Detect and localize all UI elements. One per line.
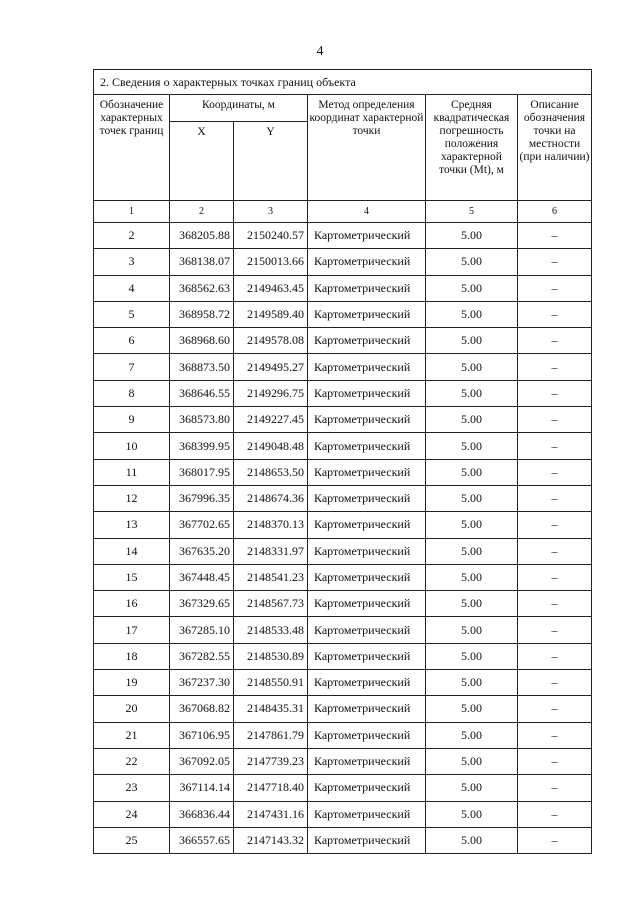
x-coordinate-cell: 368573.80	[170, 407, 234, 433]
method-cell: Картометрический	[308, 380, 426, 406]
description-cell: –	[518, 748, 592, 774]
header-y: Y	[234, 122, 308, 201]
method-cell: Картометрический	[308, 301, 426, 327]
description-cell: –	[518, 801, 592, 827]
description-cell: –	[518, 512, 592, 538]
y-coordinate-cell: 2149048.48	[234, 433, 308, 459]
y-coordinate-cell: 2150013.66	[234, 249, 308, 275]
table-row	[94, 564, 592, 590]
description-cell: –	[518, 617, 592, 643]
point-id-cell: 8	[94, 380, 170, 406]
table-row	[94, 512, 592, 538]
method-cell: Картометрический	[308, 249, 426, 275]
header-point: Обозначение характерных точек границ	[94, 95, 170, 201]
point-id-cell: 15	[94, 564, 170, 590]
method-cell: Картометрический	[308, 538, 426, 564]
y-coordinate-cell: 2148541.23	[234, 564, 308, 590]
point-id-cell: 7	[94, 354, 170, 380]
description-cell: –	[518, 775, 592, 801]
accuracy-cell: 5.00	[426, 564, 518, 590]
x-coordinate-cell: 367635.20	[170, 538, 234, 564]
table-body	[94, 223, 592, 854]
accuracy-cell: 5.00	[426, 538, 518, 564]
y-coordinate-cell: 2149578.08	[234, 328, 308, 354]
accuracy-cell: 5.00	[426, 459, 518, 485]
table-row	[94, 538, 592, 564]
method-cell: Картометрический	[308, 407, 426, 433]
x-coordinate-cell: 367285.10	[170, 617, 234, 643]
x-coordinate-cell: 368017.95	[170, 459, 234, 485]
table-row	[94, 617, 592, 643]
x-coordinate-cell: 368958.72	[170, 301, 234, 327]
y-coordinate-cell: 2147143.32	[234, 827, 308, 853]
accuracy-cell: 5.00	[426, 617, 518, 643]
y-coordinate-cell: 2148653.50	[234, 459, 308, 485]
column-number: 5	[426, 201, 518, 223]
method-cell: Картометрический	[308, 696, 426, 722]
column-number: 1	[94, 201, 170, 223]
accuracy-cell: 5.00	[426, 696, 518, 722]
table-row	[94, 301, 592, 327]
method-cell: Картометрический	[308, 670, 426, 696]
table-row	[94, 433, 592, 459]
point-id-cell: 20	[94, 696, 170, 722]
point-id-cell: 21	[94, 722, 170, 748]
accuracy-cell: 5.00	[426, 328, 518, 354]
description-cell: –	[518, 564, 592, 590]
method-cell: Картометрический	[308, 827, 426, 853]
x-coordinate-cell: 366557.65	[170, 827, 234, 853]
table-row	[94, 775, 592, 801]
table-row	[94, 459, 592, 485]
x-coordinate-cell: 368968.60	[170, 328, 234, 354]
table-row	[94, 696, 592, 722]
method-cell: Картометрический	[308, 617, 426, 643]
y-coordinate-cell: 2148435.31	[234, 696, 308, 722]
method-cell: Картометрический	[308, 643, 426, 669]
point-id-cell: 22	[94, 748, 170, 774]
table-row	[94, 801, 592, 827]
y-coordinate-cell: 2148370.13	[234, 512, 308, 538]
y-coordinate-cell: 2147431.16	[234, 801, 308, 827]
y-coordinate-cell: 2150240.57	[234, 223, 308, 249]
method-cell: Картометрический	[308, 591, 426, 617]
accuracy-cell: 5.00	[426, 249, 518, 275]
description-cell: –	[518, 485, 592, 511]
accuracy-cell: 5.00	[426, 801, 518, 827]
table-row	[94, 827, 592, 853]
point-id-cell: 6	[94, 328, 170, 354]
point-id-cell: 25	[94, 827, 170, 853]
point-id-cell: 9	[94, 407, 170, 433]
accuracy-cell: 5.00	[426, 354, 518, 380]
description-cell: –	[518, 275, 592, 301]
accuracy-cell: 5.00	[426, 748, 518, 774]
header-x: X	[170, 122, 234, 201]
description-cell: –	[518, 670, 592, 696]
point-id-cell: 24	[94, 801, 170, 827]
point-id-cell: 23	[94, 775, 170, 801]
table-row	[94, 485, 592, 511]
accuracy-cell: 5.00	[426, 223, 518, 249]
accuracy-cell: 5.00	[426, 380, 518, 406]
point-id-cell: 11	[94, 459, 170, 485]
accuracy-cell: 5.00	[426, 301, 518, 327]
x-coordinate-cell: 366836.44	[170, 801, 234, 827]
x-coordinate-cell: 367702.65	[170, 512, 234, 538]
accuracy-cell: 5.00	[426, 275, 518, 301]
accuracy-cell: 5.00	[426, 643, 518, 669]
description-cell: –	[518, 223, 592, 249]
table-row	[94, 223, 592, 249]
point-id-cell: 17	[94, 617, 170, 643]
description-cell: –	[518, 827, 592, 853]
point-id-cell: 3	[94, 249, 170, 275]
description-cell: –	[518, 433, 592, 459]
point-id-cell: 18	[94, 643, 170, 669]
accuracy-cell: 5.00	[426, 433, 518, 459]
point-id-cell: 5	[94, 301, 170, 327]
description-cell: –	[518, 696, 592, 722]
y-coordinate-cell: 2149589.40	[234, 301, 308, 327]
boundary-points-table	[93, 69, 592, 854]
x-coordinate-cell: 368873.50	[170, 354, 234, 380]
table-row	[94, 670, 592, 696]
page-number: 4	[316, 44, 324, 59]
y-coordinate-cell: 2147739.23	[234, 748, 308, 774]
point-id-cell: 12	[94, 485, 170, 511]
x-coordinate-cell: 367329.65	[170, 591, 234, 617]
method-cell: Картометрический	[308, 328, 426, 354]
method-cell: Картометрический	[308, 275, 426, 301]
column-number: 2	[170, 201, 234, 223]
section-title: 2. Сведения о характерных точках границ объекта	[94, 70, 592, 95]
x-coordinate-cell: 368138.07	[170, 249, 234, 275]
method-cell: Картометрический	[308, 485, 426, 511]
column-number: 3	[234, 201, 308, 223]
description-cell: –	[518, 328, 592, 354]
method-cell: Картометрический	[308, 801, 426, 827]
method-cell: Картометрический	[308, 223, 426, 249]
y-coordinate-cell: 2148533.48	[234, 617, 308, 643]
accuracy-cell: 5.00	[426, 827, 518, 853]
method-cell: Картометрический	[308, 354, 426, 380]
y-coordinate-cell: 2148674.36	[234, 485, 308, 511]
accuracy-cell: 5.00	[426, 722, 518, 748]
accuracy-cell: 5.00	[426, 485, 518, 511]
x-coordinate-cell: 368399.95	[170, 433, 234, 459]
point-id-cell: 13	[94, 512, 170, 538]
accuracy-cell: 5.00	[426, 512, 518, 538]
accuracy-cell: 5.00	[426, 407, 518, 433]
point-id-cell: 2	[94, 223, 170, 249]
y-coordinate-cell: 2148550.91	[234, 670, 308, 696]
method-cell: Картометрический	[308, 748, 426, 774]
x-coordinate-cell: 367092.05	[170, 748, 234, 774]
header-description: Описание обозначения точки на местности (при наличии)	[518, 95, 592, 201]
point-id-cell: 14	[94, 538, 170, 564]
accuracy-cell: 5.00	[426, 775, 518, 801]
y-coordinate-cell: 2147861.79	[234, 722, 308, 748]
description-cell: –	[518, 407, 592, 433]
description-cell: –	[518, 643, 592, 669]
description-cell: –	[518, 249, 592, 275]
method-cell: Картометрический	[308, 433, 426, 459]
point-id-cell: 10	[94, 433, 170, 459]
y-coordinate-cell: 2149463.45	[234, 275, 308, 301]
point-id-cell: 19	[94, 670, 170, 696]
table-row	[94, 328, 592, 354]
method-cell: Картометрический	[308, 722, 426, 748]
y-coordinate-cell: 2149296.75	[234, 380, 308, 406]
x-coordinate-cell: 367114.14	[170, 775, 234, 801]
accuracy-cell: 5.00	[426, 591, 518, 617]
y-coordinate-cell: 2149495.27	[234, 354, 308, 380]
description-cell: –	[518, 354, 592, 380]
description-cell: –	[518, 301, 592, 327]
table-row	[94, 722, 592, 748]
accuracy-cell: 5.00	[426, 670, 518, 696]
x-coordinate-cell: 367237.30	[170, 670, 234, 696]
x-coordinate-cell: 367106.95	[170, 722, 234, 748]
table-row	[94, 591, 592, 617]
description-cell: –	[518, 591, 592, 617]
column-number: 6	[518, 201, 592, 223]
x-coordinate-cell: 367068.82	[170, 696, 234, 722]
method-cell: Картометрический	[308, 564, 426, 590]
column-number: 4	[308, 201, 426, 223]
y-coordinate-cell: 2148331.97	[234, 538, 308, 564]
point-id-cell: 4	[94, 275, 170, 301]
table-row	[94, 643, 592, 669]
x-coordinate-cell: 368646.55	[170, 380, 234, 406]
x-coordinate-cell: 367996.35	[170, 485, 234, 511]
method-cell: Картометрический	[308, 775, 426, 801]
table-row	[94, 275, 592, 301]
description-cell: –	[518, 538, 592, 564]
y-coordinate-cell: 2148530.89	[234, 643, 308, 669]
y-coordinate-cell: 2148567.73	[234, 591, 308, 617]
x-coordinate-cell: 367282.55	[170, 643, 234, 669]
header-accuracy: Средняя квадратическая погрешность положения характерной точки (Mt), м	[426, 95, 518, 201]
x-coordinate-cell: 367448.45	[170, 564, 234, 590]
y-coordinate-cell: 2147718.40	[234, 775, 308, 801]
table-row	[94, 249, 592, 275]
point-id-cell: 16	[94, 591, 170, 617]
description-cell: –	[518, 380, 592, 406]
description-cell: –	[518, 722, 592, 748]
header-coordinates: Координаты, м	[170, 95, 308, 122]
method-cell: Картометрический	[308, 512, 426, 538]
header-method: Метод определения координат характерной точки	[308, 95, 426, 201]
table-row	[94, 748, 592, 774]
method-cell: Картометрический	[308, 459, 426, 485]
description-cell: –	[518, 459, 592, 485]
table-row	[94, 380, 592, 406]
y-coordinate-cell: 2149227.45	[234, 407, 308, 433]
x-coordinate-cell: 368562.63	[170, 275, 234, 301]
table-row	[94, 407, 592, 433]
table-row	[94, 354, 592, 380]
x-coordinate-cell: 368205.88	[170, 223, 234, 249]
